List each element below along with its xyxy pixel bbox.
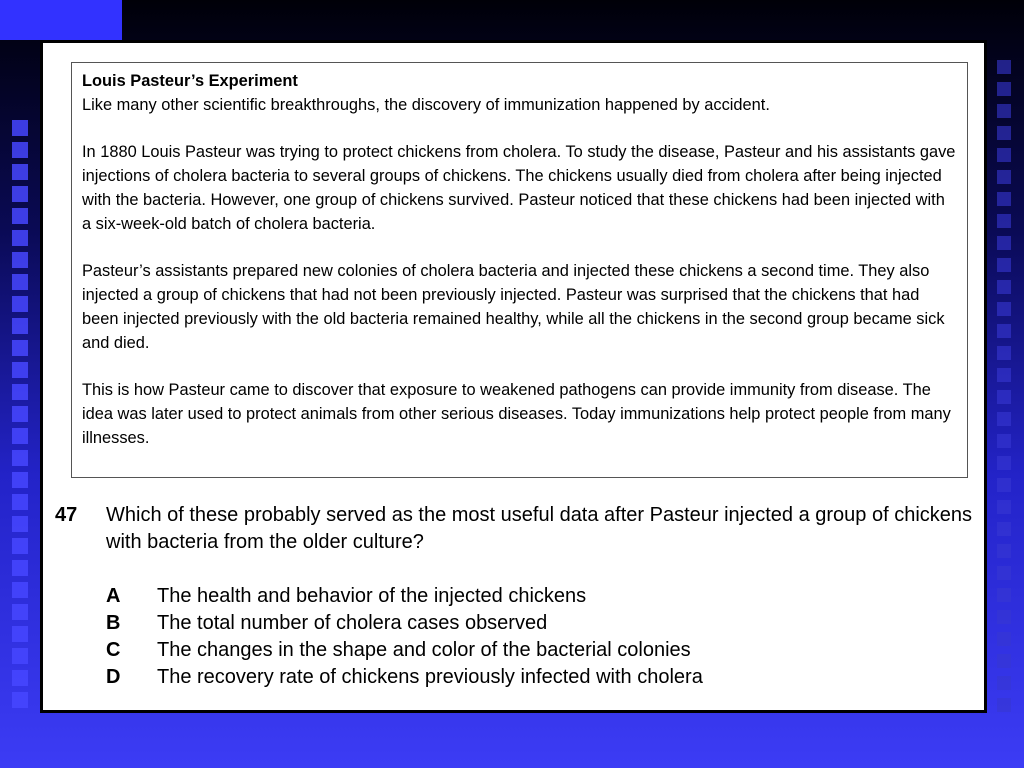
decorative-square [12, 538, 28, 554]
decorative-square [12, 604, 28, 620]
decorative-square [12, 340, 28, 356]
answer-option-a[interactable] [106, 583, 966, 610]
decorative-square [997, 170, 1011, 184]
decorative-square [12, 186, 28, 202]
decorative-square [997, 588, 1011, 602]
decorative-square [997, 192, 1011, 206]
decorative-square [997, 456, 1011, 470]
decorative-square [997, 368, 1011, 382]
decorative-square [12, 494, 28, 510]
answer-option-d[interactable] [106, 664, 966, 691]
decorative-square [997, 148, 1011, 162]
decorative-square [997, 214, 1011, 228]
decorative-square [12, 252, 28, 268]
decorative-square [997, 60, 1011, 74]
decorative-square [997, 610, 1011, 624]
option-text: The recovery rate of chickens previously infected with cholera [157, 666, 703, 688]
option-text: The total number of cholera cases observed [157, 612, 548, 634]
decorative-square [997, 478, 1011, 492]
decorative-square [12, 406, 28, 422]
decorative-square [12, 120, 28, 136]
decorative-square [12, 164, 28, 180]
decorative-square [997, 500, 1011, 514]
decorative-square [12, 208, 28, 224]
answer-option-c[interactable] [106, 637, 966, 664]
decorative-square [997, 654, 1011, 668]
decorative-square [12, 560, 28, 576]
passage-paragraph: Like many other scientific breakthroughs, the discovery of immunization happened by accident. [82, 95, 770, 114]
decorative-square [997, 676, 1011, 690]
passage-paragraph: In 1880 Louis Pasteur was trying to protect chickens from cholera. To study the disease, Pasteur and his assistants gave injections of cholera bacteria to several groups of chickens. The chickens usually died from cholera after being injected with the bacteria. However, one group of chickens survived. Pasteur noticed that these chickens had been injected with a six-week-old batch of cholera bacteria. [82, 143, 956, 233]
decorative-square [12, 450, 28, 466]
decorative-square [12, 296, 28, 312]
question-stem: Which of these probably served as the most useful data after Pasteur injected a group of chickens with bacteria from the older culture? [106, 504, 973, 553]
decorative-square [12, 670, 28, 686]
decorative-square [997, 698, 1011, 712]
decorative-square [12, 428, 28, 444]
slide-panel [40, 40, 987, 713]
decorative-square [997, 632, 1011, 646]
passage-paragraph: This is how Pasteur came to discover that exposure to weakened pathogens can provide immunity from disease. The idea was later used to protect animals from other serious diseases. Today immunizations help protect people from many illnesses. [82, 381, 951, 447]
decorative-square [997, 82, 1011, 96]
decorative-square [12, 318, 28, 334]
decorative-square [997, 280, 1011, 294]
decorative-square [997, 302, 1011, 316]
decorative-square [12, 582, 28, 598]
decorative-square [997, 544, 1011, 558]
answer-option-b[interactable] [106, 610, 966, 637]
decorative-square [997, 566, 1011, 580]
passage-title: Louis Pasteur’s Experiment [82, 72, 298, 90]
question-number: 47 [55, 504, 78, 526]
decorative-square [12, 230, 28, 246]
option-letter: A [106, 585, 121, 607]
decorative-square [12, 384, 28, 400]
decorative-square [12, 648, 28, 664]
decorative-square [997, 324, 1011, 338]
decorative-square [997, 522, 1011, 536]
decorative-square [12, 274, 28, 290]
decorative-square-column-left [0, 120, 40, 708]
answer-options [106, 583, 966, 691]
option-text: The health and behavior of the injected chickens [157, 585, 587, 607]
passage-paragraph: Pasteur’s assistants prepared new colonies of cholera bacteria and injected these chickens a second time. They also injected a group of chickens that had not been previously injected. Pasteur was surprised that the chickens that had been injected previously with the old bacteria remained healthy, while all the chickens in the second group became sick and died. [82, 262, 945, 352]
decorative-square [997, 126, 1011, 140]
option-letter: B [106, 612, 121, 634]
decorative-square [12, 362, 28, 378]
option-text: The changes in the shape and color of the bacterial colonies [157, 639, 691, 661]
decorative-square [997, 346, 1011, 360]
decorative-square [997, 434, 1011, 448]
decorative-square [997, 258, 1011, 272]
decorative-square [12, 472, 28, 488]
decorative-square [997, 390, 1011, 404]
decorative-square [997, 104, 1011, 118]
option-letter: D [106, 666, 121, 688]
decorative-square [12, 516, 28, 532]
decorative-square [12, 692, 28, 708]
option-letter: C [106, 639, 121, 661]
reading-passage [71, 62, 968, 478]
decorative-square [997, 412, 1011, 426]
decorative-square-column-right [992, 60, 1016, 712]
decorative-square [12, 626, 28, 642]
decorative-square [12, 142, 28, 158]
decorative-square [997, 236, 1011, 250]
decorative-top-left-block [0, 0, 122, 40]
